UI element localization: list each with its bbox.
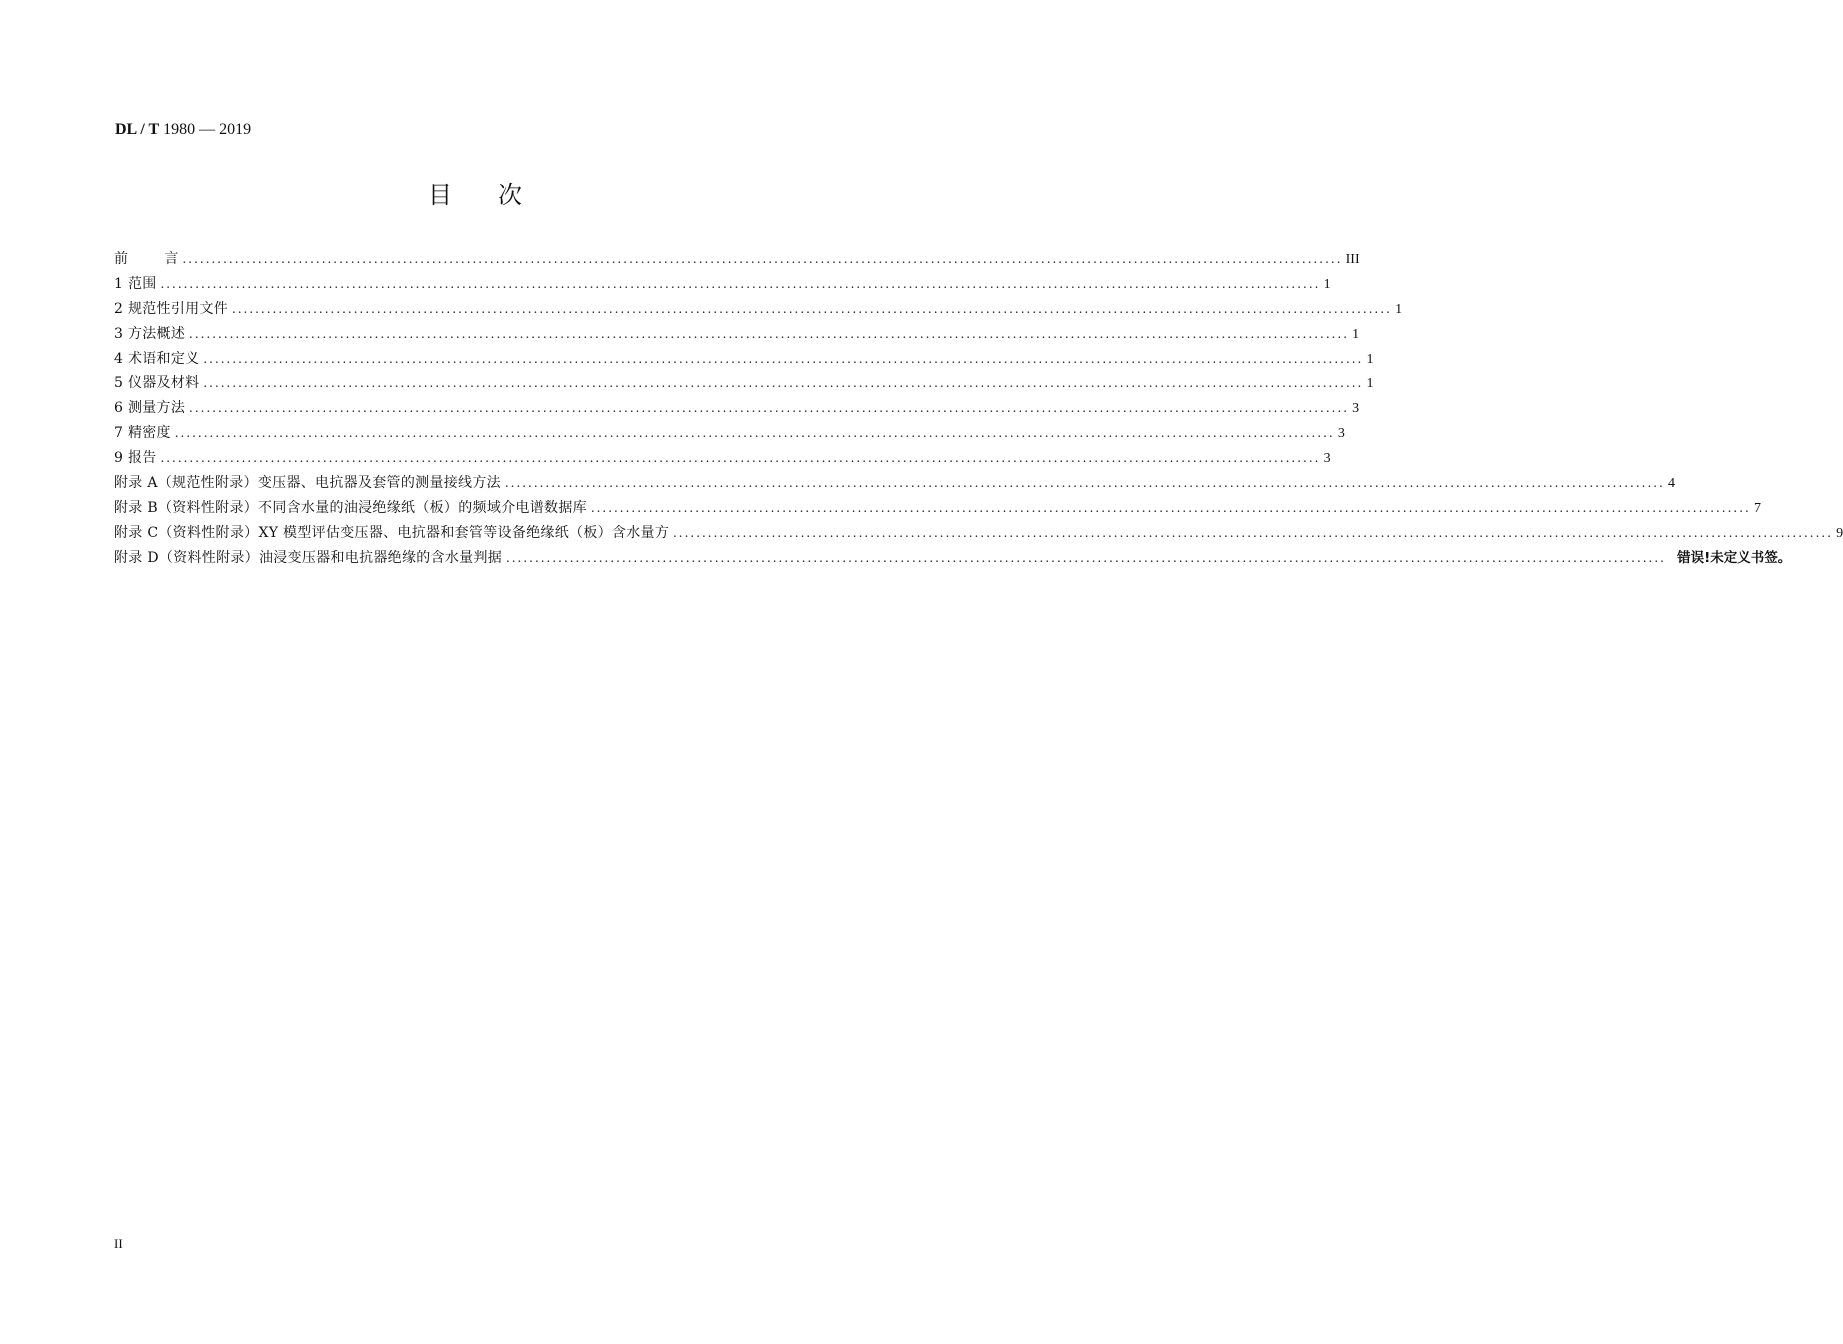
toc-entry-label: 6 测量方法	[114, 400, 186, 417]
toc-entry-page: 3	[1323, 451, 1331, 467]
toc-entry-label: 7 精密度	[114, 425, 171, 442]
toc-entry-label: 附录 C（资料性附录）XY 模型评估变压器、电抗器和套管等设备绝缘纸（板）含水量方	[114, 524, 670, 541]
toc-entry-appendix-d[interactable]	[114, 546, 1792, 571]
toc-entry-label: 2 规范性引用文件	[114, 300, 229, 317]
toc-entry-page: 3	[1352, 401, 1360, 417]
toc-entry-page-error: 错误!未定义书签。	[1677, 549, 1792, 566]
dot-leader: ........................................................................................................................................................................................................	[673, 525, 1834, 541]
toc-entry-page: 1	[1323, 276, 1331, 292]
dot-leader: ........................................................................................................................................................................................................	[590, 500, 1751, 516]
toc-entry[interactable]	[114, 396, 1360, 421]
standard-code-prefix: DL / T	[115, 121, 160, 138]
toc-entry[interactable]	[114, 297, 1403, 322]
toc-entry-page: 7	[1753, 500, 1761, 516]
dot-leader: ........................................................................................................................................................................................................	[174, 426, 1335, 442]
dot-leader: ........................................................................................................................................................................................................	[232, 301, 1393, 317]
toc-entry[interactable]	[114, 421, 1345, 446]
toc-entry-page: 3	[1337, 426, 1345, 442]
dot-leader: ........................................................................................................................................................................................................	[203, 351, 1364, 367]
dot-leader: ........................................................................................................................................................................................................	[160, 276, 1321, 292]
toc-entry-page: 4	[1667, 476, 1675, 492]
toc-entry[interactable]	[114, 347, 1374, 372]
toc-entry[interactable]	[114, 272, 1331, 297]
dot-leader: ........................................................................................................................................................................................................	[203, 376, 1364, 392]
toc-entry-page: 1	[1366, 351, 1374, 367]
toc-entry-label: 附录 B（资料性附录）不同含水量的油浸绝缘纸（板）的频域介电谱数据库	[114, 499, 587, 516]
toc-entry[interactable]	[114, 371, 1374, 396]
toc-entry-label: 1 范围	[114, 275, 157, 292]
toc-title: 目次	[428, 181, 568, 209]
page-number: II	[114, 1236, 123, 1251]
standard-code	[115, 120, 251, 140]
toc-entry-appendix-a[interactable]	[114, 471, 1675, 496]
toc-entry-label: 前 言	[114, 251, 179, 267]
toc-entry[interactable]	[114, 446, 1331, 471]
toc-entry-preface[interactable]	[114, 247, 1360, 272]
dot-leader: ........................................................................................................................................................................................................	[189, 326, 1350, 342]
toc-entry-label: 5 仪器及材料	[114, 375, 200, 392]
dot-leader: ........................................................................................................................................................................................................	[182, 252, 1343, 267]
toc-entry-page: III	[1345, 252, 1360, 267]
toc-entry-label: 9 报告	[114, 450, 157, 467]
dot-leader: ........................................................................................................................................................................................................	[189, 401, 1350, 417]
toc-entry-page: 9	[1836, 525, 1843, 541]
toc-entry-page: 1	[1395, 301, 1403, 317]
toc-entry-label: 4 术语和定义	[114, 350, 200, 367]
dot-leader: ........................................................................................................................................................................................................	[506, 550, 1667, 566]
toc-entry-label: 附录 A（规范性附录）变压器、电抗器及套管的测量接线方法	[114, 475, 501, 492]
standard-code-number: 1980 — 2019	[159, 121, 252, 138]
toc-entry-label: 附录 D（资料性附录）油浸变压器和电抗器绝缘的含水量判据	[114, 549, 503, 566]
toc-entry-label: 3 方法概述	[114, 325, 186, 342]
toc-entry-appendix-b[interactable]	[114, 496, 1761, 521]
toc-entry-page: 1	[1352, 326, 1360, 342]
toc-entry[interactable]	[114, 322, 1360, 347]
toc-entry-appendix-c[interactable]	[114, 521, 1843, 546]
table-of-contents	[114, 247, 1843, 571]
dot-leader: ........................................................................................................................................................................................................	[504, 476, 1665, 492]
dot-leader: ........................................................................................................................................................................................................	[160, 451, 1321, 467]
toc-entry-page: 1	[1366, 376, 1374, 392]
